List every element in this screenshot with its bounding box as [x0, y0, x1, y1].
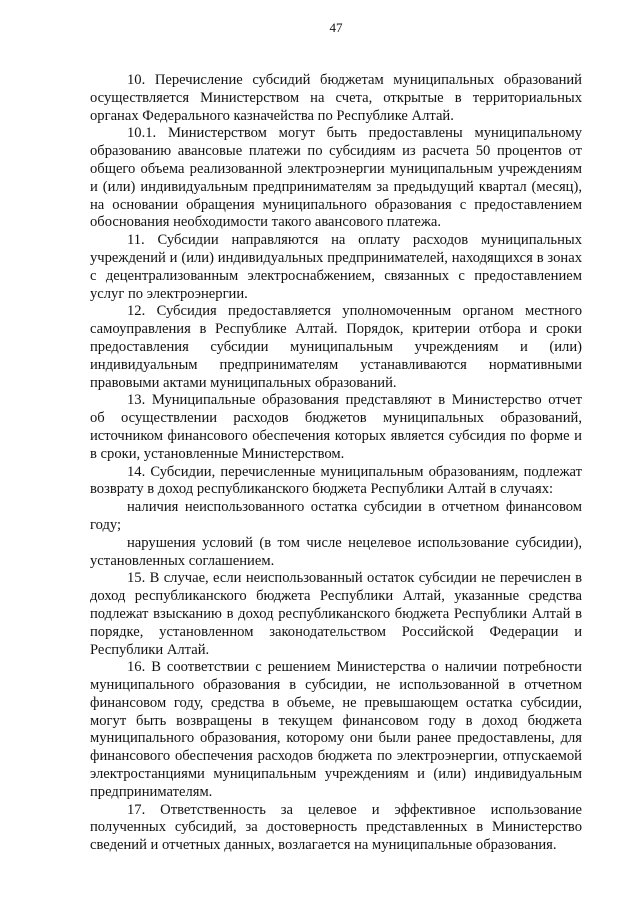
paragraph-10-1: 10.1. Министерством могут быть предоставлены муниципальному образованию авансовые платежи по субсидиям из расчета 50 процентов от общего объема реализованной электроэнергии муниципальным учреждениям и (или) индивидуальным предпринимателям за предыдущий квартал (месяц), на основании обращения муниципального образования с предоставлением обоснования необходимости такого авансового платежа. — [90, 125, 582, 231]
paragraph-13: 13. Муниципальные образования представляют в Министерство отчет об осуществлении расходов бюджетов муниципальных образований, источником финансового обеспечения которых является субсидия по форме и в сроки, установленные Министерством. — [90, 392, 582, 462]
paragraph-11: 11. Субсидии направляются на оплату расходов муниципальных учреждений и (или) индивидуальных предпринимателей, находящихся в зонах с децентрализованным электроснабжением, связанных с предоставлением услуг по электроэнергии. — [90, 232, 582, 302]
paragraph-14-case-1: наличия неиспользованного остатка субсидии в отчетном финансовом году; — [90, 499, 582, 533]
paragraph-14-case-2: нарушения условий (в том числе нецелевое использование субсидии), установленных соглашением. — [90, 534, 582, 569]
paragraph-12: 12. Субсидия предоставляется уполномоченным органом местного самоуправления в Республике Алтай. Порядок, критерии отбора и сроки предоставления субсидии муниципальным учреждениям и (или) индивидуальным предпринимателям устанавливаются нормативными правовыми актами муниципальных образований. — [90, 303, 582, 391]
paragraph-17: 17. Ответственность за целевое и эффективное использование полученных субсидий, за достоверность представленных в Министерство сведений и отчетных данных, возлагается на муниципальные образования. — [90, 801, 582, 854]
paragraph-14: 14. Субсидии, перечисленные муниципальным образованиям, подлежат возврату в доход республиканского бюджета Республики Алтай в случаях: — [90, 463, 582, 498]
paragraph-15: 15. В случае, если неиспользованный остаток субсидии не перечислен в доход республиканского бюджета Республики Алтай, указанные средства подлежат взысканию в доход республиканского бюджета Республики Алтай в порядке, установленном законодательством Российской Федерации и Республики Алтай. — [90, 570, 582, 658]
paragraph-10: 10. Перечисление субсидий бюджетам муниципальных образований осуществляется Министерством на счета, открытые в территориальных органах Федерального казначейства по Республике Алтай. — [90, 72, 582, 124]
page-number: 47 — [329, 20, 343, 35]
paragraph-16: 16. В соответствии с решением Министерства о наличии потребности муниципального образования в субсидии, не использованной в отчетном финансовом году, средства в объеме, не превышающем остатка субсидии, могут быть возвращены в текущем финансовом году в доход бюджета муниципального образования, которому они были ранее предоставлены, для финансового обеспечения расходов бюджета по электроэнергии, отпускаемой электростанциями муниципальным учреждениям и (или) индивидуальным предпринимателям. — [90, 659, 582, 800]
